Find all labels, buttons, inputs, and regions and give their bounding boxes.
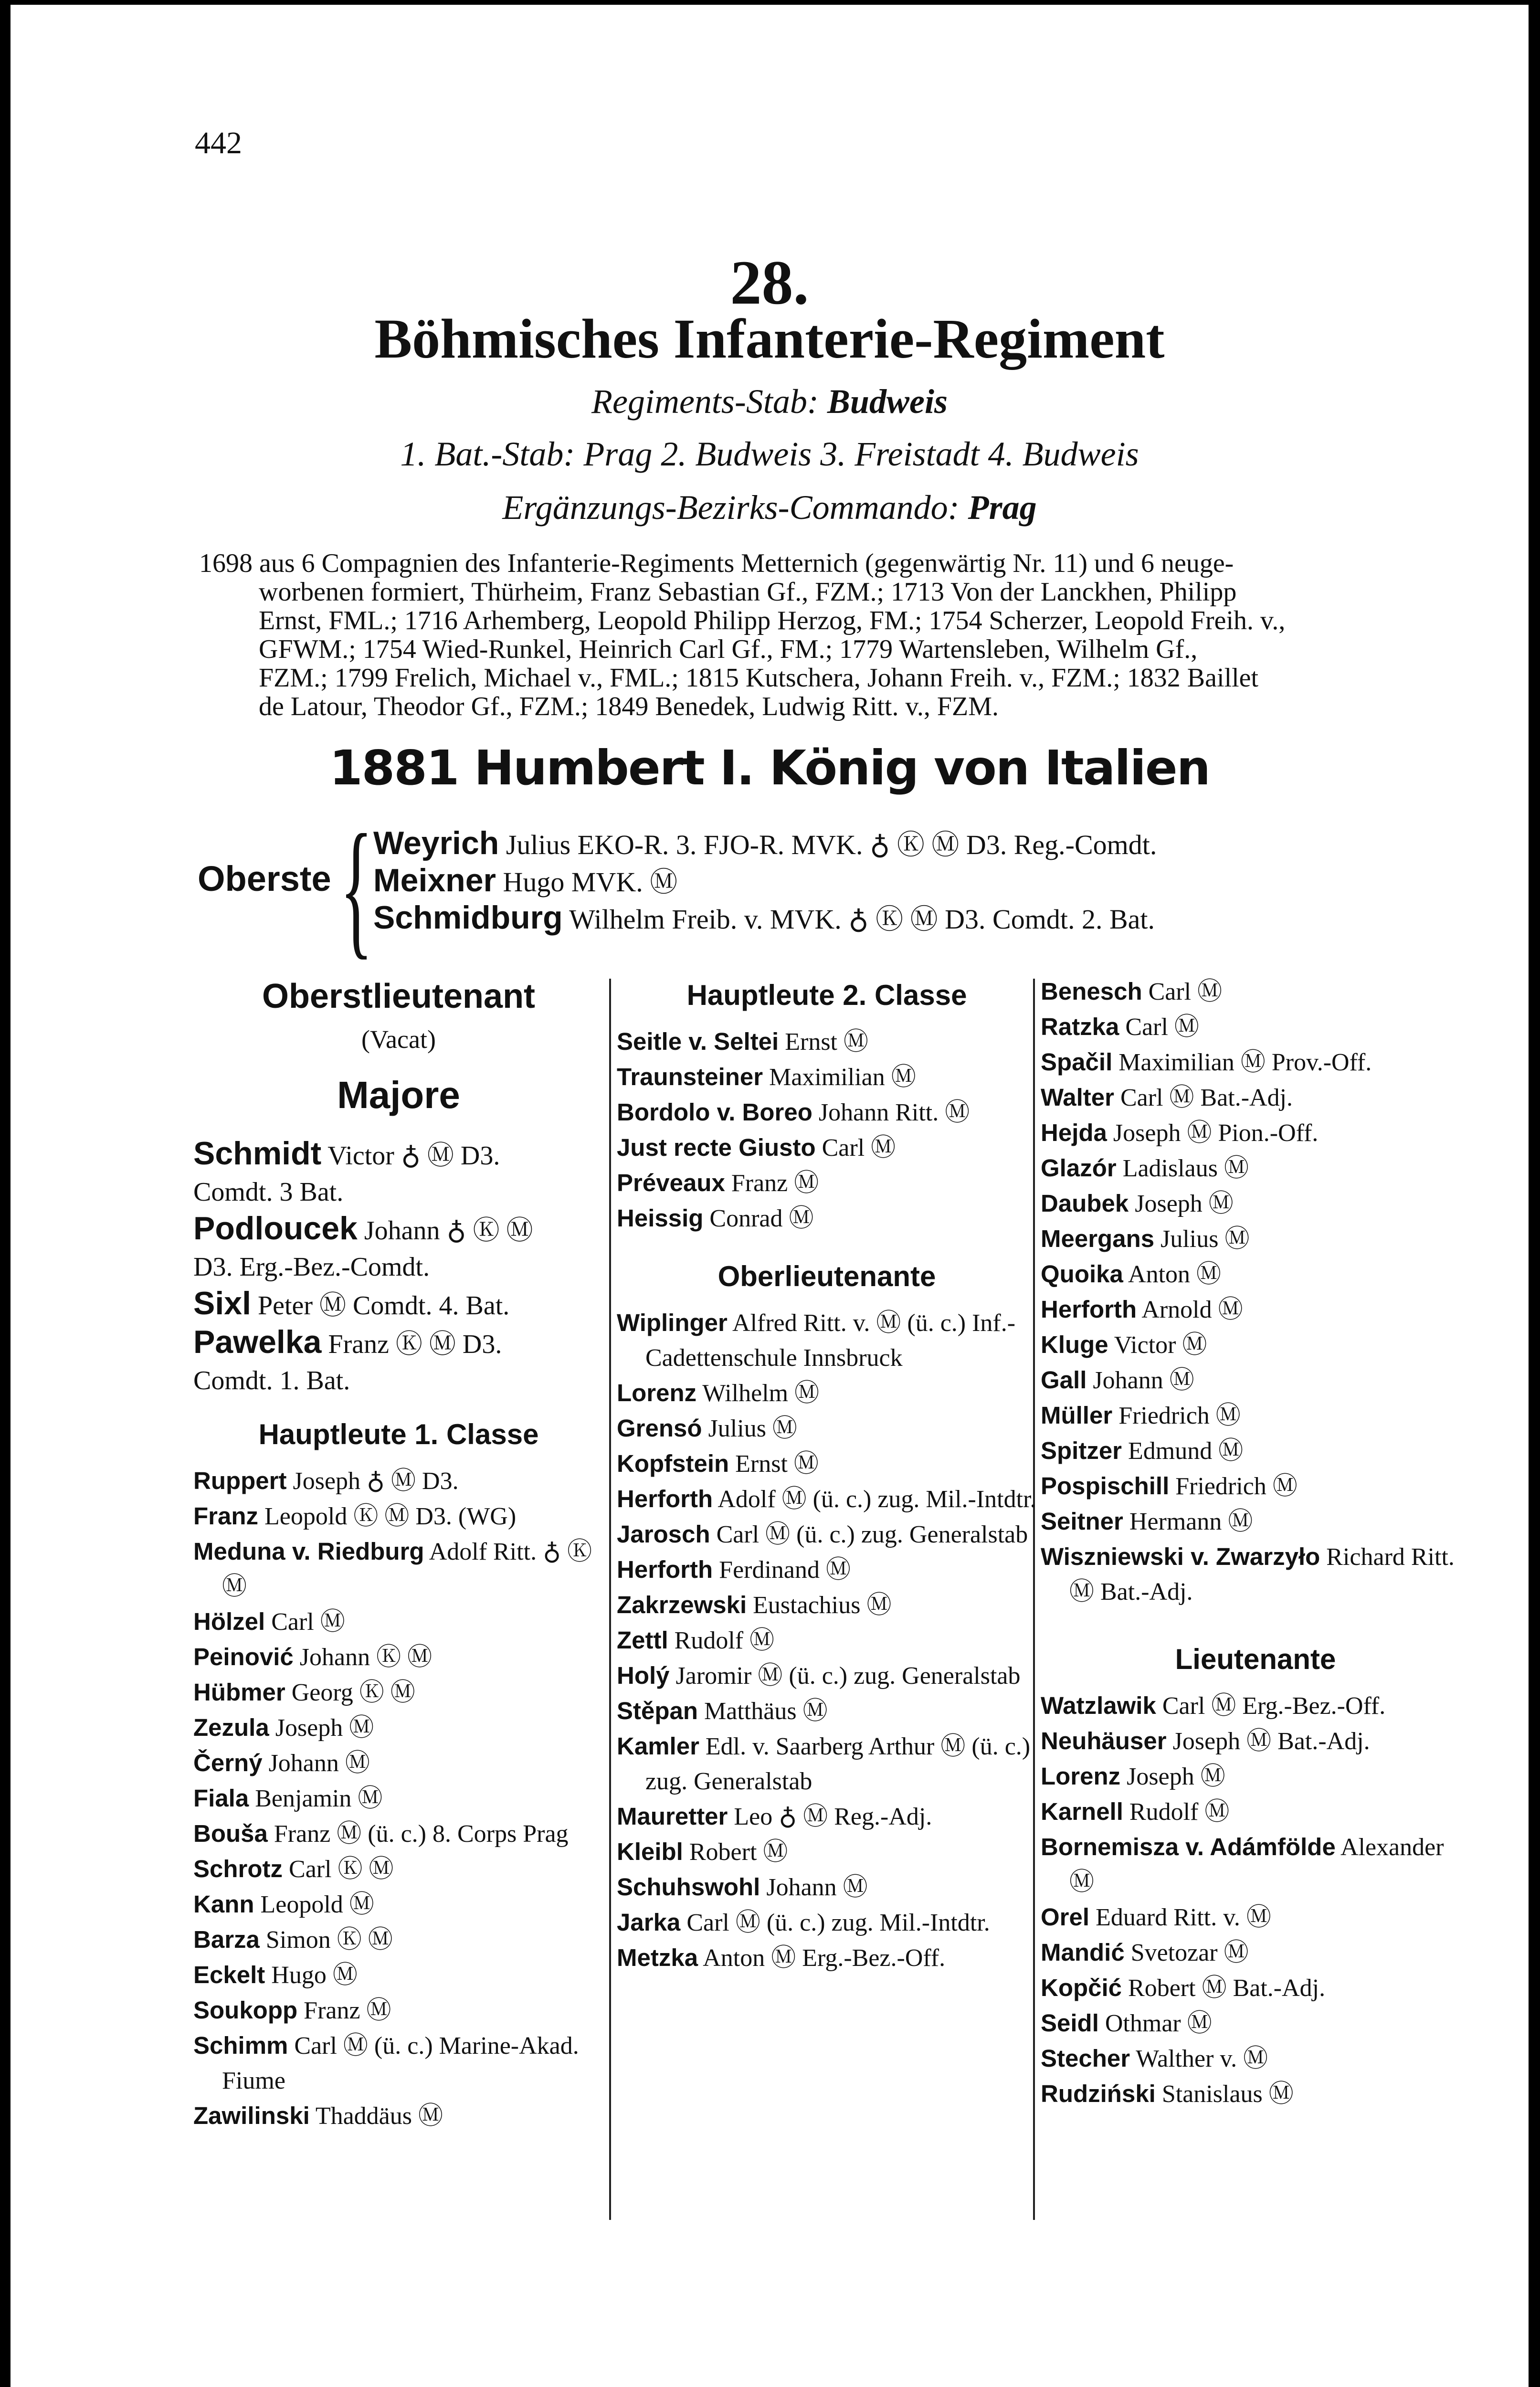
officer-details: Ladislaus Ⓜ [1122, 1155, 1249, 1182]
officer-surname: Mauretter [617, 1803, 728, 1830]
officer-entry [193, 1463, 604, 1499]
officer-entry [193, 1324, 604, 1399]
officer-surname: Eckelt [193, 1961, 265, 1988]
officer-surname: Traunsteiner [617, 1063, 763, 1090]
officer-surname: Sixl [193, 1285, 251, 1321]
officer-entry [617, 1165, 1037, 1201]
officer-surname: Ruppert [193, 1467, 287, 1494]
officer-surname: Ratzka [1041, 1013, 1119, 1040]
officer-details: Thaddäus Ⓜ [315, 2102, 443, 2130]
officer-surname: Walter [1041, 1084, 1114, 1111]
officer-entry [193, 1639, 604, 1675]
oberst-entry: Schmidburg Wilhelm Freib. v. MVK. ♁ Ⓚ Ⓜ D3. Comdt. 2. Bat. [373, 899, 1155, 936]
brace-glyph: { [340, 803, 373, 972]
officer-entry [193, 1604, 604, 1639]
officer-details: Robert Ⓜ [689, 1838, 788, 1866]
officer-entry [1041, 2006, 1470, 2041]
officer-surname: Zezula [193, 1714, 269, 1741]
officer-entry [617, 1623, 1037, 1658]
officer-details: Matthäus Ⓜ [704, 1698, 828, 1725]
officer-entry [1041, 1257, 1470, 1292]
officer-details: Hugo Ⓜ [271, 1962, 358, 1989]
officer-details: Johann Ⓜ [766, 1874, 868, 1901]
officer-details: Johann ♁ Ⓚ Ⓜ [364, 1216, 533, 1246]
officer-entry [193, 1135, 604, 1210]
officer-entry [1041, 2041, 1470, 2076]
officer-details: Franz Ⓚ Ⓜ D3. [328, 1330, 502, 1359]
officer-surname: Benesch [1041, 978, 1142, 1005]
history-line: GFWM.; 1754 Wied-Runkel, Heinrich Carl Gf., FM.; 1779 Wartensleben, Wilhelm Gf., [259, 634, 1198, 664]
officer-surname: Quoika [1041, 1260, 1123, 1288]
officer-surname: Karnell [1041, 1798, 1123, 1825]
officer-surname: Hübmer [193, 1679, 285, 1706]
officer-entry [1041, 1539, 1470, 1609]
officer-surname: Wiszniewski v. Zwarzyło [1041, 1543, 1320, 1570]
officer-details: Alexander Ⓜ [1069, 1834, 1444, 1896]
officer-details: Benjamin Ⓜ [255, 1785, 383, 1812]
officer-entry [1041, 1935, 1470, 1970]
officer-entry [617, 1305, 1037, 1375]
officer-surname: Meergans [1041, 1225, 1155, 1252]
officer-surname: Černý [193, 1749, 263, 1776]
column-middle [617, 974, 1037, 1975]
officer-entry [617, 1481, 1037, 1517]
officer-surname: Seidl [1041, 2009, 1099, 2037]
officer-surname: Seitner [1041, 1508, 1123, 1535]
officer-surname: Just recte Giusto [617, 1134, 816, 1161]
officer-surname: Bornemisza v. Adámfölde [1041, 1833, 1336, 1860]
oberste-label: Oberste [198, 859, 331, 898]
officer-surname: Franz [193, 1502, 259, 1530]
officer-details: Stanislaus Ⓜ [1161, 2081, 1294, 2108]
officer-surname: Herforth [1041, 1296, 1137, 1323]
officer-surname: Schrotz [193, 1855, 283, 1882]
officer-entry [193, 1710, 604, 1745]
regiment-staff: Regiments-Stab: Budweis [591, 382, 948, 421]
officer-details: Carl Ⓜ (ü. c.) zug. Generalstab [716, 1521, 1028, 1548]
officer-details: Carl Ⓜ Bat.-Adj. [1120, 1084, 1293, 1111]
officer-entry [193, 1781, 604, 1816]
officer-entry [193, 1922, 604, 1957]
officer-entry [193, 2098, 604, 2134]
officer-details: Rudolf Ⓜ [674, 1627, 775, 1654]
officer-details: Leopold Ⓜ [260, 1891, 374, 1918]
officer-surname: Orel [1041, 1903, 1090, 1931]
oberst-entry: Meixner Hugo MVK. Ⓜ [373, 862, 678, 898]
officer-details: Anton Ⓜ [1128, 1261, 1222, 1288]
officer-entry [193, 2028, 604, 2098]
officer-entry [1041, 2076, 1470, 2112]
officer-surname: Fiala [193, 1785, 249, 1812]
officer-entry [193, 1816, 604, 1851]
officer-details: Johann Ritt. Ⓜ [818, 1099, 970, 1126]
oberst-entry: Weyrich Julius EKO-R. 3. FJO-R. MVK. ♁ Ⓚ Ⓜ D3. Reg.-Comdt. [373, 825, 1157, 861]
officer-entry [1041, 1504, 1470, 1539]
officer-entry [617, 1059, 1037, 1095]
column-left [193, 974, 604, 2134]
officer-details: Joseph ♁ Ⓜ D3. [293, 1468, 459, 1495]
officer-details: Eduard Ritt. v. Ⓜ [1096, 1904, 1271, 1931]
officer-details: Victor Ⓜ [1114, 1331, 1207, 1359]
hauptleute-2-list [617, 1024, 1037, 1236]
officer-entry [617, 1940, 1037, 1975]
officer-entry [193, 1745, 604, 1781]
recruiting-district: Ergänzungs-Bezirks-Commando: Prag [502, 488, 1037, 527]
vacat-note: (Vacat) [361, 1025, 436, 1054]
officer-surname: Peinović [193, 1643, 294, 1670]
officer-details: Carl Ⓜ [822, 1134, 896, 1162]
section-heading-oberstlieutenant: Oberstlieutenant [262, 977, 536, 1015]
officer-details: Leo ♁ Ⓜ Reg.-Adj. [734, 1803, 932, 1830]
officer-details-line2: Comdt. 3 Bat. [193, 1177, 344, 1207]
officer-surname: Jarosch [617, 1521, 710, 1548]
officer-surname: Schmidt [193, 1135, 322, 1172]
officer-surname: Kamler [617, 1732, 699, 1760]
officer-entry [617, 1095, 1037, 1130]
officer-entry [1041, 1759, 1470, 1794]
officer-surname: Herforth [617, 1556, 713, 1583]
officer-entry [1041, 1723, 1470, 1759]
section-heading-lieutenante: Lieutenante [1175, 1643, 1336, 1675]
officer-details: Julius Ⓜ [1160, 1225, 1250, 1253]
hauptleute-1-list [193, 1463, 604, 2134]
officer-entry [617, 1587, 1037, 1623]
officer-details: Julius Ⓜ [708, 1415, 797, 1442]
officer-entry [617, 1552, 1037, 1587]
officer-details: Friedrich Ⓜ [1175, 1473, 1297, 1500]
officer-entry [1041, 1433, 1470, 1468]
officer-details: Maximilian Ⓜ Prov.-Off. [1118, 1049, 1372, 1076]
officer-entry [1041, 1688, 1470, 1723]
officer-details: Walther v. Ⓜ [1136, 2045, 1268, 2072]
history-line: worbenen formiert, Thürheim, Franz Sebastian Gf., FZM.; 1713 Von der Lanckhen, Philipp [259, 577, 1237, 607]
officer-surname: Kopfstein [617, 1450, 729, 1477]
column-divider [609, 979, 611, 2220]
officer-entry [617, 1658, 1037, 1693]
officer-surname: Bordolo v. Boreo [617, 1098, 812, 1126]
battalion-staffs: 1. Bat.-Stab: Prag 2. Budweis 3. Freistadt 4. Budweis [400, 435, 1139, 473]
officer-surname: Soukopp [193, 1996, 298, 2024]
officer-details: Carl Ⓚ Ⓜ [289, 1856, 394, 1883]
regiment-history [199, 549, 1440, 721]
column-right [1041, 974, 1470, 2112]
officer-details: Johann Ⓜ [268, 1750, 370, 1777]
officer-details: Carl Ⓜ [1125, 1014, 1199, 1041]
officer-surname: Kluge [1041, 1331, 1108, 1358]
officer-surname: Rudziński [1041, 2080, 1156, 2107]
officer-details: Ernst Ⓜ [735, 1450, 819, 1478]
officer-entry [617, 1411, 1037, 1446]
regiment-proprietor: 1881 Humbert I. König von Italien [329, 740, 1210, 796]
officer-surname: Stecher [1041, 2045, 1130, 2072]
officer-surname: Watzlawik [1041, 1692, 1156, 1719]
officer-surname: Spačil [1041, 1048, 1113, 1076]
officer-surname: Wiplinger [617, 1309, 728, 1336]
officer-details: Othmar Ⓜ [1105, 2010, 1212, 2037]
officer-details: Peter Ⓜ Comdt. 4. Bat. [257, 1291, 510, 1320]
officer-entry [1041, 1009, 1470, 1045]
officer-details: Wilhelm Ⓜ [702, 1380, 820, 1407]
officer-entry [1041, 1900, 1470, 1935]
officer-details: Joseph Ⓜ [275, 1714, 374, 1742]
officer-details: Carl Ⓜ (ü. c.) zug. Mil.-Intdtr. [686, 1909, 990, 1936]
officer-surname: Müller [1041, 1402, 1113, 1429]
officer-surname: Holý [617, 1662, 670, 1689]
history-line: de Latour, Theodor Gf., FZM.; 1849 Benedek, Ludwig Ritt. v., FZM. [259, 692, 999, 721]
officer-surname: Kann [193, 1891, 254, 1918]
officer-entry [1041, 1970, 1470, 2006]
officer-details: Franz Ⓜ (ü. c.) 8. Corps Prag [274, 1820, 569, 1848]
history-line: Ernst, FML.; 1716 Arhemberg, Leopold Philipp Herzog, FM.; 1754 Scherzer, Leopold Freih. v., [259, 606, 1286, 635]
officer-surname: Daubek [1041, 1190, 1129, 1217]
lieutenante-list [1041, 1688, 1470, 2112]
officer-entry [1041, 1221, 1470, 1257]
section-heading-hauptleute-1: Hauptleute 1. Classe [258, 1418, 539, 1450]
officer-details: Anton Ⓜ Erg.-Bez.-Off. [703, 1944, 946, 1972]
officer-details: Robert Ⓜ Bat.-Adj. [1128, 1975, 1326, 2002]
officer-surname: Kleibl [617, 1838, 683, 1865]
officer-details: Joseph Ⓜ Pion.-Off. [1113, 1120, 1318, 1147]
section-heading-hauptleute-2: Hauptleute 2. Classe [686, 979, 967, 1011]
officer-entry [617, 1517, 1037, 1552]
regiment-title: Böhmisches Infanterie-Regiment [374, 307, 1165, 370]
officer-entry [1041, 1327, 1470, 1362]
officer-details: Edmund Ⓜ [1128, 1437, 1244, 1465]
officer-details: Simon Ⓚ Ⓜ [265, 1926, 393, 1954]
officer-details-line2: Comdt. 1. Bat. [193, 1366, 350, 1395]
officer-entry [617, 1693, 1037, 1729]
officer-entry [617, 1446, 1037, 1481]
officer-entry [1041, 1080, 1470, 1115]
regiment-number: 28. [730, 247, 809, 317]
officer-entry [193, 1499, 604, 1534]
history-line: 1698 aus 6 Compagnien des Infanterie-Regiments Metternich (gegenwärtig Nr. 11) und 6 neuge- [199, 549, 1234, 578]
officer-entry [1041, 1115, 1470, 1151]
officer-entry [1041, 1151, 1470, 1186]
officer-surname: Lorenz [617, 1379, 697, 1406]
officer-surname: Jarka [617, 1909, 681, 1936]
page-number: 442 [195, 126, 242, 160]
officer-details: Svetozar Ⓜ [1130, 1939, 1249, 1966]
officer-details: Friedrich Ⓜ [1118, 1402, 1241, 1429]
officer-surname: Kopčić [1041, 1974, 1122, 2001]
officer-surname: Zawilinski [193, 2102, 310, 2129]
officer-surname: Pawelka [193, 1324, 322, 1360]
officer-details: Carl Ⓜ Erg.-Bez.-Off. [1162, 1692, 1386, 1720]
officer-entry [193, 1210, 604, 1285]
officer-entry [1041, 974, 1470, 1009]
officer-details: Maximilian Ⓜ [769, 1064, 916, 1091]
officer-details: Hermann Ⓜ [1129, 1508, 1253, 1535]
oberlieutenante-list [617, 1305, 1037, 1975]
officer-details: Victor ♁ Ⓜ D3. [327, 1141, 500, 1171]
officer-surname: Schuhswohl [617, 1873, 760, 1901]
officer-surname: Barza [193, 1926, 260, 1953]
document-page [11, 5, 1529, 2387]
officer-details: Johann Ⓚ Ⓜ [299, 1644, 432, 1671]
officer-details: Joseph Ⓜ [1127, 1763, 1225, 1790]
officer-details: Conrad Ⓜ [709, 1205, 814, 1232]
officer-details: Jaromir Ⓜ (ü. c.) zug. Generalstab [675, 1662, 1021, 1690]
officer-surname: Zettl [617, 1627, 668, 1654]
officer-details: Joseph Ⓜ Bat.-Adj. [1172, 1728, 1370, 1755]
officer-entry [193, 1887, 604, 1922]
officer-surname: Préveaux [617, 1169, 725, 1196]
officer-surname: Pospischill [1041, 1472, 1170, 1500]
officer-entry [193, 1957, 604, 1993]
officer-entry [1041, 1362, 1470, 1398]
officer-surname: Spitzer [1041, 1437, 1122, 1464]
officer-details: Carl Ⓜ (ü. c.) Marine-Akad. Fiume [222, 2032, 579, 2094]
officer-details: Carl Ⓜ [1148, 978, 1223, 1005]
officer-surname: Seitle v. Seltei [617, 1028, 779, 1055]
officer-surname: Herforth [617, 1485, 713, 1512]
officer-entry [1041, 1398, 1470, 1433]
officer-entry [193, 1675, 604, 1710]
officer-entry [1041, 1186, 1470, 1221]
officer-surname: Hejda [1041, 1119, 1107, 1146]
officer-details: Joseph Ⓜ [1135, 1190, 1234, 1217]
majore-list [193, 1135, 604, 1399]
officer-surname: Stěpan [617, 1697, 698, 1724]
officer-entry [617, 1024, 1037, 1059]
officer-entry [617, 1834, 1037, 1869]
officer-entry [1041, 1468, 1470, 1504]
officer-details: Edl. v. Saarberg Arthur Ⓜ (ü. c.) zug. Generalstab [645, 1733, 1031, 1795]
officer-details: Arnold Ⓜ [1141, 1296, 1243, 1323]
oberlieutenante-continued-list [1041, 974, 1470, 1609]
officer-surname: Mandić [1041, 1939, 1125, 1966]
officer-entry [1041, 1829, 1470, 1900]
officer-details: Georg Ⓚ Ⓜ [291, 1679, 415, 1706]
officer-surname: Lorenz [1041, 1763, 1121, 1790]
officer-entry [617, 1905, 1037, 1940]
officer-entry [1041, 1292, 1470, 1327]
officer-details: Ferdinand Ⓜ [719, 1556, 851, 1584]
section-heading-majore: Majore [337, 1074, 460, 1116]
officer-surname: Meduna v. Riedburg [193, 1538, 424, 1565]
officer-entry [193, 1993, 604, 2028]
officer-surname: Neuhäuser [1041, 1727, 1167, 1754]
officer-entry [617, 1869, 1037, 1905]
officer-details: Carl Ⓜ [271, 1608, 345, 1636]
history-line: FZM.; 1799 Frelich, Michael v., FML.; 1815 Kutschera, Johann Freih. v., FZM.; 1832 Baillet [259, 663, 1259, 693]
officer-surname: Gall [1041, 1366, 1087, 1394]
officer-surname: Glazór [1041, 1154, 1117, 1182]
officer-details-line2: D3. Erg.-Bez.-Comdt. [193, 1252, 430, 1282]
officer-details: Adolf Ⓜ (ü. c.) zug. Mil.-Intdtr. [717, 1486, 1036, 1513]
officer-entry [193, 1285, 604, 1324]
officer-entry [1041, 1794, 1470, 1829]
officer-entry [1041, 1045, 1470, 1080]
officer-entry [617, 1375, 1037, 1411]
officer-details: Ernst Ⓜ [785, 1028, 868, 1056]
officer-entry [617, 1729, 1037, 1799]
officer-surname: Hölzel [193, 1608, 265, 1635]
officer-surname: Heissig [617, 1204, 704, 1232]
officer-details: Richard Ritt. Ⓜ Bat.-Adj. [1069, 1543, 1455, 1605]
officer-surname: Grensó [617, 1415, 702, 1442]
officer-details: Franz Ⓜ [304, 1997, 391, 2024]
officer-details: Johann Ⓜ [1093, 1367, 1194, 1394]
officer-details: Leopold Ⓚ Ⓜ D3. (WG) [264, 1503, 517, 1530]
officer-surname: Podloucek [193, 1210, 358, 1246]
officer-details: Alfred Ritt. v. Ⓜ (ü. c.) Inf.-Cadettenschule Innsbruck [645, 1310, 1016, 1372]
officer-details: Eustachius Ⓜ [753, 1592, 892, 1619]
officer-surname: Schimm [193, 2032, 288, 2059]
officer-surname: Zakrzewski [617, 1591, 747, 1618]
officer-surname: Metzka [617, 1944, 698, 1971]
officer-details: Franz Ⓜ [731, 1170, 819, 1197]
officer-entry [617, 1130, 1037, 1165]
officer-entry [617, 1799, 1037, 1834]
officer-entry [193, 1851, 604, 1887]
officer-entry [617, 1201, 1037, 1236]
officer-details: Adolf Ritt. ♁ Ⓚ Ⓜ [222, 1538, 592, 1600]
section-heading-oberlieutenante: Oberlieutenante [717, 1260, 936, 1292]
officer-surname: Bouša [193, 1820, 268, 1847]
officer-details: Rudolf Ⓜ [1129, 1798, 1230, 1826]
officer-entry [193, 1534, 604, 1604]
